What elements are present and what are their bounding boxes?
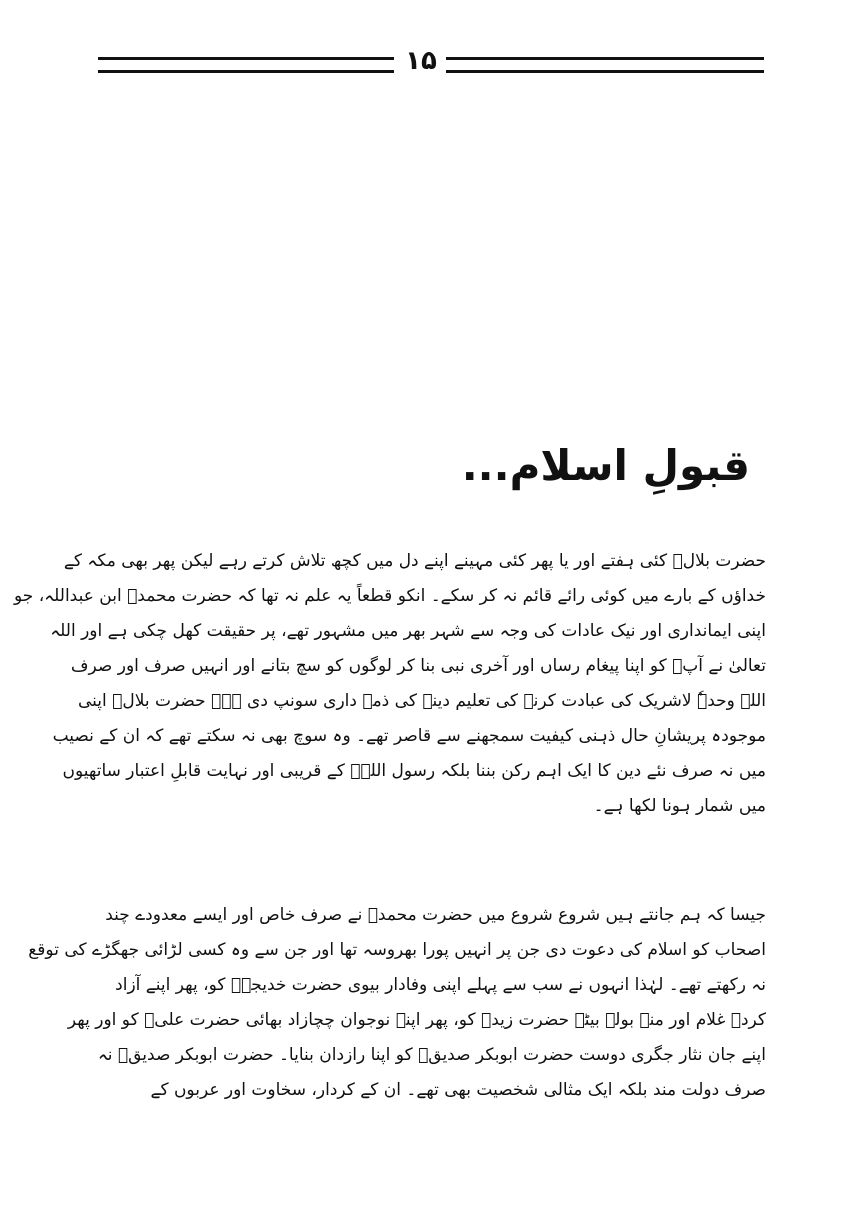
text-line: تعالیٰ نے آپؐ کو اپنا پیغام رساں اور آخری نبی بنا کر لوگوں کو سچ بتانے اور انہیں صرف اور صرف — [70, 656, 766, 676]
page-number: ۱۵ — [405, 46, 437, 76]
text-line: میں شمار ہونا لکھا ہے۔ — [593, 796, 766, 816]
text-line: کردہ غلام اور منہ بولے بیٹے حضرت زیدؓ کو، پھر اپنے نوجوان چچازاد بھائی حضرت علیؓ کو اور پھر — [67, 1010, 766, 1030]
chapter-title: قبولِ اسلام... — [461, 441, 750, 490]
text-line: جیسا کہ ہم جانتے ہیں شروع شروع میں حضرت محمدؐ نے صرف خاص اور ایسے معدودے چند — [105, 905, 766, 925]
text-line: اللہ وحدہٗ لاشریک کی عبادت کرنے کی تعلیم دینے کی ذمہ داری سونپ دی ہے۔ حضرت بلالؓ اپنی — [77, 691, 766, 711]
paragraph-2 — [28, 898, 766, 1108]
text-line: حضرت بلالؓ کئی ہفتے اور یا پھر کئی مہینے اپنے دل میں کچھ تلاش کرتے رہے لیکن پھر بھی مکہ کے — [63, 551, 766, 571]
text-line: اپنے جان نثار جگری دوست حضرت ابوبکر صدیقؓ کو اپنا رازدان بنایا۔ حضرت ابوبکر صدیقؓ نہ — [97, 1045, 766, 1065]
text-line: صرف دولت مند بلکہ ایک مثالی شخصیت بھی تھے۔ ان کے کردار، سخاوت اور عربوں کے — [150, 1080, 766, 1100]
text-line: خداؤں کے بارے میں کوئی رائے قائم نہ کر سکے۔ انکو قطعاً یہ علم نہ تھا کہ حضرت محمدؐ ابن عبداللہ، جو — [14, 586, 766, 606]
header-rule-right — [446, 57, 764, 73]
text-line: اصحاب کو اسلام کی دعوت دی جن پر انہیں پورا بھروسہ تھا اور جن سے وہ کسی لڑائی جھگڑے کی توقع — [28, 940, 766, 960]
text-line: موجودہ پریشانِ حال ذہنی کیفیت سمجھنے سے قاصر تھے۔ وہ سوچ بھی نہ سکتے تھے کہ ان کے نصیب — [52, 726, 766, 746]
text-line: نہ رکھتے تھے۔ لہٰذا انہوں نے سب سے پہلے اپنی وفادار بیوی حضرت خدیجہؓ کو، پھر اپنے آزاد — [115, 975, 766, 995]
page-header — [98, 46, 764, 80]
text-line: اپنی ایمانداری اور نیک عادات کی وجہ سے شہر بھر میں مشہور تھے، پر حقیقت کھل چکی ہے اور اللہ — [50, 621, 766, 641]
text-line: میں نہ صرف نئے دین کا ایک اہم رکن بننا بلکہ رسول اللہؐ کے قریبی اور نہایت قابلِ اعتبار ساتھیوں — [62, 761, 766, 781]
header-rule-left — [98, 57, 394, 73]
paragraph-1 — [14, 544, 766, 824]
